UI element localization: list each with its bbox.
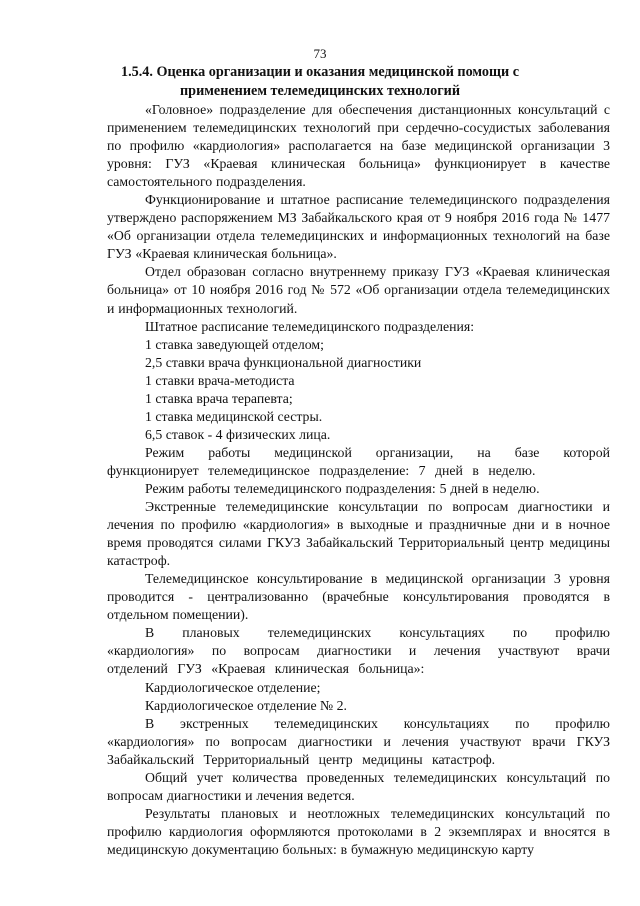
paragraph-staffing-order: Функционирование и штатное расписание телемедицинского подразделения утверждено распоряжением МЗ Забайкальского края от 9 ноября 2016 года № 1477 «Об организации отдела телемедицинских и информационных технологий на базе ГУЗ «Краевая клиническая больница». <box>107 192 610 262</box>
paragraph-consultation-accounting: Общий учет количества проведенных телемедицинских консультаций по вопросам диагностики и лечения ведется. <box>107 769 610 803</box>
paragraph-department-order: Отдел образован согласно внутреннему приказу ГУЗ «Краевая клиническая больница» от 10 ноября 2016 год № 572 «Об организации отдела телемедицинских и информационных технологий. <box>107 264 610 316</box>
paragraph-staff-schedule-title: Штатное расписание телемедицинского подразделения: <box>145 318 475 334</box>
department-list-item: Кардиологическое отделение № 2. <box>145 697 347 713</box>
paragraph-centralized-consulting: Телемедицинское консультирование в медицинской организации 3 уровня проводится - централизованно (врачебные консультирования проводятся в отдельном помещении). <box>107 571 610 623</box>
paragraph-consultation-results: Результаты плановых и неотложных телемедицинских консультаций по профилю кардиология оформляются протоколами в 2 экземплярах и вносятся в медицинскую документацию больных: в бумажную медицинскую карту <box>107 805 610 857</box>
paragraph-work-mode-unit: Режим работы телемедицинского подразделения: 5 дней в неделю. <box>145 480 540 496</box>
staff-list-item: 1 ставка заведующей отделом; <box>145 336 324 352</box>
staff-list-item: 1 ставка врача терапевта; <box>145 390 293 406</box>
staff-list-item: 1 ставки врача-методиста <box>145 372 295 388</box>
staff-list-item: 1 ставка медицинской сестры. <box>145 408 323 424</box>
section-heading: 1.5.4. Оценка организации и оказания медицинской помощи с применением телемедицинских технологий <box>120 64 520 99</box>
staff-list-item: 6,5 ставок - 4 физических лица. <box>145 426 331 442</box>
page-number: 73 <box>313 46 327 61</box>
paragraph-emergency-participants: В экстренных телемедицинских консультациях по профилю «кардиология» по вопросам диагностики и лечения участвуют врачи ГКУЗ Забайкальский Территориальный центр медицины катастроф. <box>107 715 610 767</box>
body-text <box>107 101 610 859</box>
department-list-item: Кардиологическое отделение; <box>145 679 321 695</box>
paragraph-emergency-consultations: Экстренные телемедицинские консультации по вопросам диагностики и лечения по профилю «кардиология» в выходные и праздничные дни и в ночное время проводятся силами ГКУЗ Забайкальский Территориальный центр медицины катастроф. <box>107 499 610 569</box>
paragraph-planned-consultations: В плановых телемедицинских консультациях по профилю «кардиология» по вопросам диагностики и лечения участвуют врачи отделений ГУЗ «Краевая клиническая больница»: <box>107 625 610 677</box>
paragraph-work-mode-organization: Режим работы медицинской организации, на базе которой функционирует телемедицинское подразделение: 7 дней в неделю. <box>107 444 610 478</box>
paragraph-head-unit: «Головное» подразделение для обеспечения дистанционных консультаций с применением телемедицинских технологий при сердечно-сосудистых заболевания по профилю «кардиология» располагается на базе медицинской организации 3 уровня: ГУЗ «Краевая клиническая больница» функционирует в качестве самостоятельного подразделения. <box>107 102 610 190</box>
staff-list-item: 2,5 ставки врача функциональной диагностики <box>145 354 422 370</box>
